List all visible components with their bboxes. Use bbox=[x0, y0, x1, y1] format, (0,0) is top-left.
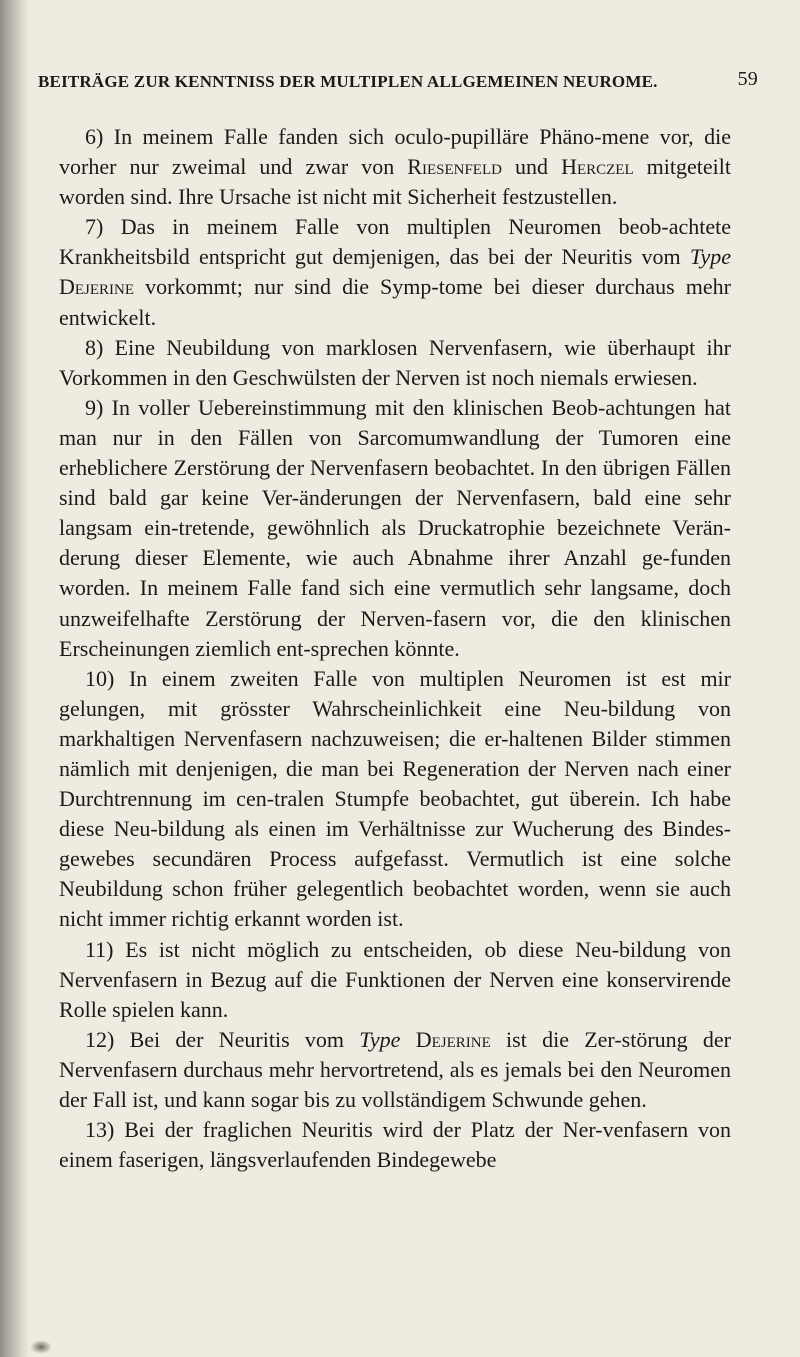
paragraph-text: 11) Es ist nicht möglich zu entscheiden, ob diese Neu-bildung von Nervenfasern in Bezug auf die Funktionen der Nerven eine konservirende Rolle spielen kann. bbox=[59, 936, 731, 1022]
paragraph-text: ist die Zer-störung der Nervenfasern durchaus mehr hervortretend, als es jemals bei den Neuromen der Fall ist, und kann sogar bis zu vollständigem Schwunde gehen. bbox=[59, 1026, 732, 1112]
binding-edge-shadow bbox=[0, 0, 30, 1357]
paragraph-12 bbox=[59, 1025, 731, 1115]
ink-smudge bbox=[30, 1340, 52, 1354]
author-name: Riesenfeld bbox=[407, 154, 502, 180]
paragraph-text: 8) Eine Neubildung von marklosen Nervenfasern, wie überhaupt ihr Vorkommen in den Geschwülsten der Nerven ist noch niemals erwiesen. bbox=[59, 334, 731, 390]
paragraph-11 bbox=[59, 935, 731, 1025]
paragraph-text: 12) Bei der Neuritis vom bbox=[85, 1026, 360, 1052]
paragraph-10 bbox=[59, 664, 731, 935]
paragraph-13 bbox=[59, 1115, 731, 1175]
author-name: Dejerine bbox=[59, 274, 135, 300]
italic-term: Type bbox=[689, 244, 731, 270]
paragraph-text: 10) In einem zweiten Falle von multiplen Neuromen ist est mir gelungen, mit grösster Wahrscheinlichkeit eine Neu-bildung von markhaltigen Nervenfasern nachzuweisen; die er-haltenen Bilder stimmen nämlich mit denjenigen, die man bei Regeneration der Nerven nach einer Durchtrennung im cen-tralen Stumpfe beobachtet, gut überein. Ich habe diese Neu-bildung als einen im Verhältnisse zur Wucherung des Bindes-gewebes secundären Process aufgefasst. Vermutlich ist eine solche Neubildung schon früher gelegentlich beobachtet worden, wenn sie auch nicht immer richtig erkannt worden ist. bbox=[59, 665, 731, 932]
paragraph-text: 9) In voller Uebereinstimmung mit den klinischen Beob-achtungen hat man nur in den Fällen von Sarcomumwandlung der Tumoren eine erheblichere Zerstörung der Nervenfasern beobachtet. In den übrigen Fällen sind bald gar keine Ver-änderungen der Nervenfasern, bald eine sehr langsam ein-tretende, gewöhnlich als Druckatrophie bezeichnete Verän-derung dieser Elemente, wie auch Abnahme ihrer Anzahl ge-funden worden. In meinem Falle fand sich eine vermutlich sehr langsame, doch unzweifelhafte Zerstörung der Nerven-fasern vor, die den klinischen Erscheinungen ziemlich ent-sprechen könnte. bbox=[59, 394, 731, 661]
author-name: Herczel bbox=[561, 154, 634, 180]
body-text bbox=[59, 122, 731, 1175]
paragraph-text: mitgeteilt worden sind. Ihre Ursache ist nicht mit Sicherheit festzustellen. bbox=[59, 154, 731, 210]
paragraph-9 bbox=[59, 393, 731, 664]
paragraph-text: und bbox=[501, 154, 562, 180]
page-number: 59 bbox=[737, 68, 758, 90]
paragraph-text bbox=[400, 1027, 415, 1052]
paragraph-text: 7) Das in meinem Falle von multiplen Neuromen beob-achtete Krankheitsbild entspricht gut demjenigen, das bei der Neuritis vom bbox=[59, 214, 731, 270]
author-name: Dejerine bbox=[415, 1026, 491, 1052]
running-header bbox=[38, 68, 758, 98]
page-content bbox=[38, 68, 758, 1175]
paragraph-text: 6) In meinem Falle fanden sich oculo-pupilläre Phäno-mene vor, die vorher nur zweimal und zwar von bbox=[59, 124, 731, 180]
paragraph-text: vorkommt; nur sind die Symp-tome bei dieser durchaus mehr entwickelt. bbox=[59, 274, 731, 330]
paragraph-6 bbox=[59, 122, 731, 212]
paragraph-8 bbox=[59, 333, 731, 393]
running-header-title: BEITRÄGE ZUR KENNTNISS DER MULTIPLEN ALLGEMEINEN NEUROME. bbox=[38, 72, 658, 91]
paragraph-text: 13) Bei der fraglichen Neuritis wird der Platz der Ner-venfasern von einem faserigen, längsverlaufenden Bindegewebe bbox=[59, 1117, 731, 1173]
italic-term: Type bbox=[359, 1026, 401, 1052]
paragraph-7 bbox=[59, 212, 731, 332]
